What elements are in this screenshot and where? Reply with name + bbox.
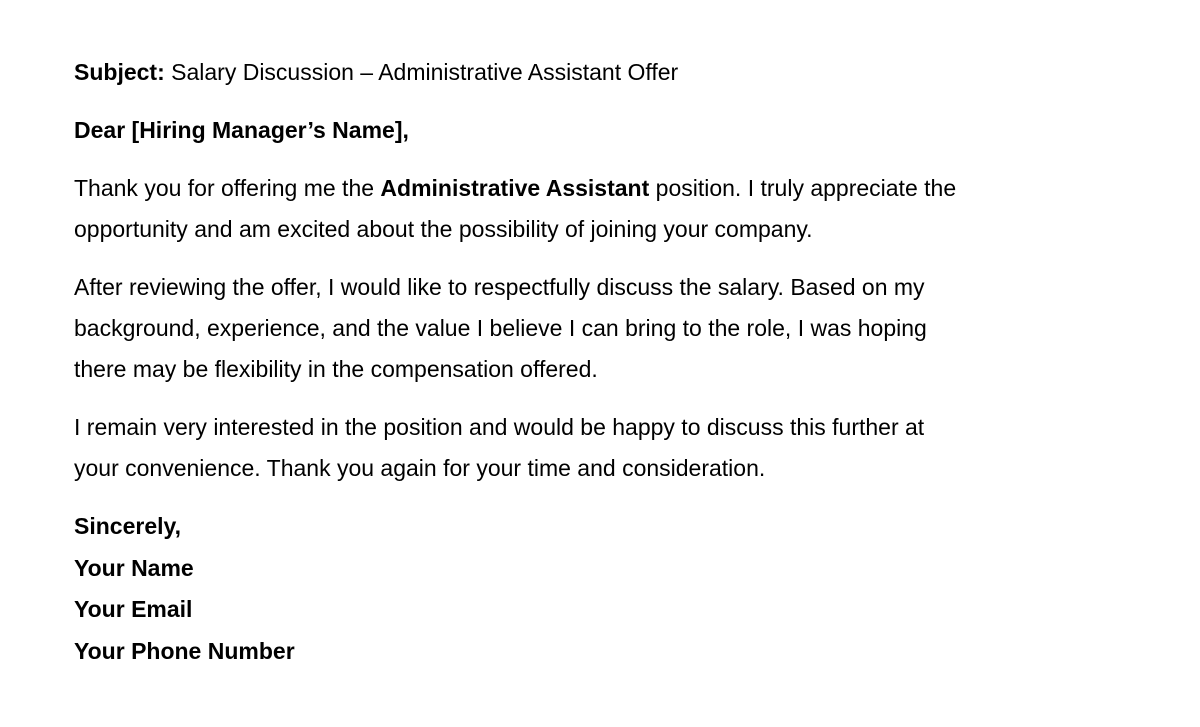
paragraph-salary-line-2: background, experience, and the value I believe I can bring to the role, I was hoping: [74, 315, 927, 341]
paragraph-thanks: [74, 168, 1134, 250]
paragraph-interest-line-1: I remain very interested in the position and would be happy to discuss this further at: [74, 414, 925, 440]
paragraph-salary-line-3: there may be flexibility in the compensation offered.: [74, 356, 598, 382]
paragraph-salary: [74, 267, 1134, 390]
paragraph-thanks-line-2: opportunity and am excited about the possibility of joining your company.: [74, 216, 813, 242]
subject-label: Subject:: [74, 59, 165, 85]
paragraph-interest-line-2: your convenience. Thank you again for your time and consideration.: [74, 455, 766, 481]
subject-text: Salary Discussion – Administrative Assistant Offer: [164, 59, 679, 85]
sign-off: Sincerely,: [74, 513, 181, 539]
paragraph-thanks-text-end: position. I truly appreciate the: [649, 175, 957, 201]
letter-document: [74, 52, 1134, 672]
greeting: Dear [Hiring Manager’s Name],: [74, 117, 409, 143]
sender-phone: Your Phone Number: [74, 637, 295, 664]
paragraph-salary-line-1: After reviewing the offer, I would like to respectfully discuss the salary. Based on my: [74, 274, 925, 300]
sender-email: Your Email: [74, 596, 193, 622]
closing-block: [74, 506, 1134, 672]
subject-line: [74, 52, 1134, 93]
paragraph-interest: [74, 407, 1134, 489]
paragraph-thanks-text-start: Thank you for offering me the: [74, 175, 381, 201]
sender-name: Your Name: [74, 554, 194, 581]
paragraph-thanks-line-1: [74, 168, 1134, 209]
position-title: Administrative Assistant: [380, 175, 650, 201]
